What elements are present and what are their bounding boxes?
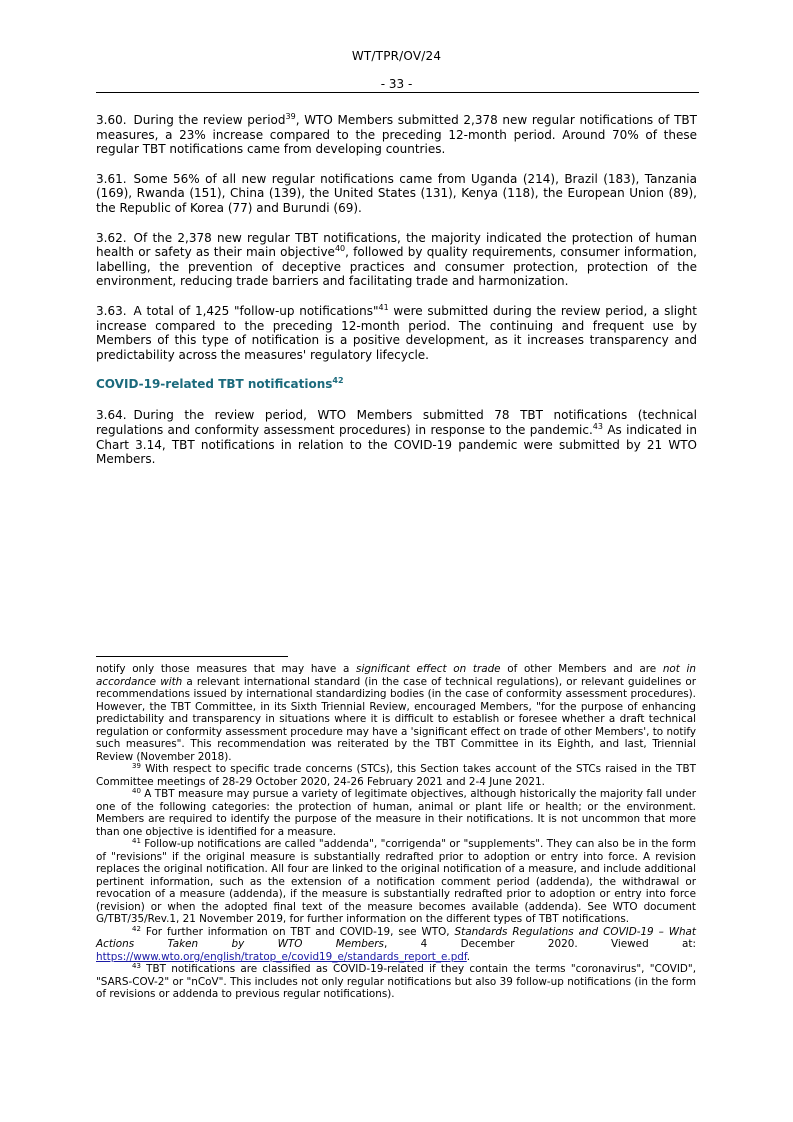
- paragraph-number: 3.62.: [96, 230, 127, 245]
- section-heading: [96, 377, 697, 392]
- footnote-ref-42[interactable]: 42: [332, 376, 344, 386]
- paragraph-number: 3.60.: [96, 113, 127, 127]
- paragraph-3-62: [96, 231, 697, 289]
- paragraph-text: Of the 2,378 new regular TBT notifications, the majority indicated the protection of human health or safety as their main objective: [96, 230, 697, 260]
- footnote-ref-43[interactable]: 43: [592, 421, 603, 431]
- footnote-text: notify only those measures that may have a: [96, 663, 357, 675]
- paragraph-number: 3.64.: [96, 408, 127, 423]
- footnote-ref-40[interactable]: 40: [334, 244, 346, 254]
- document-symbol: WT/TPR/OV/24: [351, 49, 442, 63]
- footnotes-section: [96, 663, 696, 1001]
- footnote-41: [96, 838, 696, 926]
- footnote-text: With respect to specific trade concerns (STCs), this Section takes account of the STCs raised in the TBT Committee meetings of 28-29 October 2020, 24-26 February 2021 and 2-4 June 2021.: [96, 763, 696, 788]
- paragraph-text: , followed by quality requirements, consumer information, labelling, the prevention of deceptive practices and consumer protection, protection of the environment, reducing trade barriers and facilitating trade and harmonization.: [96, 245, 698, 289]
- paragraph-3-64: [96, 408, 697, 466]
- footnote-continued: [96, 663, 696, 763]
- footnote-number: 40: [132, 787, 141, 795]
- footnote-39: [96, 763, 696, 788]
- footnote-40: [96, 788, 696, 838]
- footnote-number: 43: [132, 962, 141, 970]
- paragraph-text: During the review period, WTO Members submitted 78 TBT notifications (technical regulations and conformity assessment procedures) in response to the pandemic.: [96, 408, 697, 437]
- paragraph-text: , WTO Members submitted 2,378 new regular notifications of TBT measures, a 23% increase compared to the preceding 12-month period. Around 70% of these regular TBT notifications came from developing countries.: [96, 113, 697, 157]
- paragraph-3-61: [96, 172, 697, 216]
- footnote-ref-39[interactable]: 39: [285, 112, 296, 121]
- paragraph-number: 3.61.: [96, 171, 127, 186]
- paragraph-3-63: [96, 304, 697, 362]
- footnote-text: A TBT measure may pursue a variety of legitimate objectives, although historically the majority fall under one of the following categories: the protection of human, animal or plant life or health; or the environment. Members are required to identify the purpose of the measure in their notifications. It is not uncommon that more than one objective is identified for a measure.: [96, 788, 696, 838]
- footnote-separator: [96, 656, 288, 657]
- footnote-text: of other Members and are: [500, 663, 663, 675]
- footnote-italic-text: not in accordance with: [96, 663, 696, 688]
- footnote-text: Follow-up notifications are called "addenda", "corrigenda" or "supplements". They can also be in the form of "revisions" if the original measure is substantially redrafted prior to adoption or entry into force. A revision replaces the original notification. All four are linked to the original notification of a measure, and include additional pertinent information, such as the extension of a notification comment period (addenda), the withdrawal or revocation of a measure (addenda), if the measure is substantially redrafted prior to adoption or entry into force (revision) or when the adopted final text of the measure becomes available (addenda). See WTO document G/TBT/35/Rev.1, 21 November 2019, for further information on the different types of TBT notifications.: [96, 838, 696, 925]
- footnote-text: .: [466, 950, 471, 963]
- paragraph-text: Some 56% of all new regular notifications came from Uganda (214), Brazil (183), Tanzania (169), Rwanda (151), China (139), the United States (131), Kenya (118), the European Union (89), the Republic of Korea (77) and Burundi (69).: [96, 171, 697, 215]
- footnote-text: , 4 December 2020. Viewed at:: [383, 938, 696, 950]
- paragraph-text: During the review period: [133, 113, 286, 127]
- footnote-number: 41: [132, 837, 141, 845]
- header-divider: [96, 92, 699, 93]
- paragraph-text: were submitted during the review period, a slight increase compared to the preceding 12-month period. The continuing and frequent use by Members of this type of notification is a positive development, as it increases transparency and predictability across the measures' regulatory lifecycle.: [96, 303, 697, 362]
- footnote-43: [96, 963, 696, 1001]
- footnote-text: a relevant international standard (in the case of technical regulations), or relevant guidelines or recommendations issued by international standardizing bodies (in the case of conformity assessment procedures). However, the TBT Committee, in its Sixth Triennial Review, encouraged Members, "for the purpose of enhancing predictability and transparency in situations where it is difficult to establish or foresee whether a draft technical regulation or conformity assessment procedure may have a 'significant effect on trade of other Members', to notify such measures". This recommendation was reiterated by the TBT Committee in its Eighth, and last, Triennial Review (November 2018).: [96, 675, 696, 763]
- footnote-ref-41[interactable]: 41: [378, 302, 389, 312]
- section-heading-text: COVID-19-related TBT notifications: [96, 377, 333, 392]
- footnote-text: For further information on TBT and COVID-19, see WTO,: [140, 925, 455, 938]
- footnote-number: 42: [132, 924, 141, 933]
- main-body: [96, 113, 697, 482]
- footnote-italic-text: Standards Regulations and COVID-19 – What Actions Taken by WTO Members: [96, 925, 697, 950]
- footnote-42: [96, 926, 696, 964]
- page-number: - 33 -: [380, 77, 413, 91]
- footnote-italic-text: significant effect on trade: [356, 663, 501, 675]
- paragraph-number: 3.63.: [96, 303, 127, 318]
- report-link[interactable]: https://www.wto.org/english/tratop_e/covid19_e/standards_report_e.pdf: [96, 950, 467, 963]
- footnote-text: TBT notifications are classified as COVID-19-related if they contain the terms "coronavirus", "COVID", "SARS-COV-2" or "nCoV". This includes not only regular notifications but also 39 follow-up notifications (in the form of revisions or addenda to previous regular notifications).: [96, 963, 696, 1000]
- paragraph-text: A total of 1,425 "follow-up notifications": [133, 303, 379, 318]
- paragraph-3-60: [96, 113, 697, 157]
- footnote-number: 39: [132, 762, 141, 770]
- paragraph-text: As indicated in Chart 3.14, TBT notifications in relation to the COVID-19 pandemic were submitted by 21 WTO Members.: [96, 422, 698, 467]
